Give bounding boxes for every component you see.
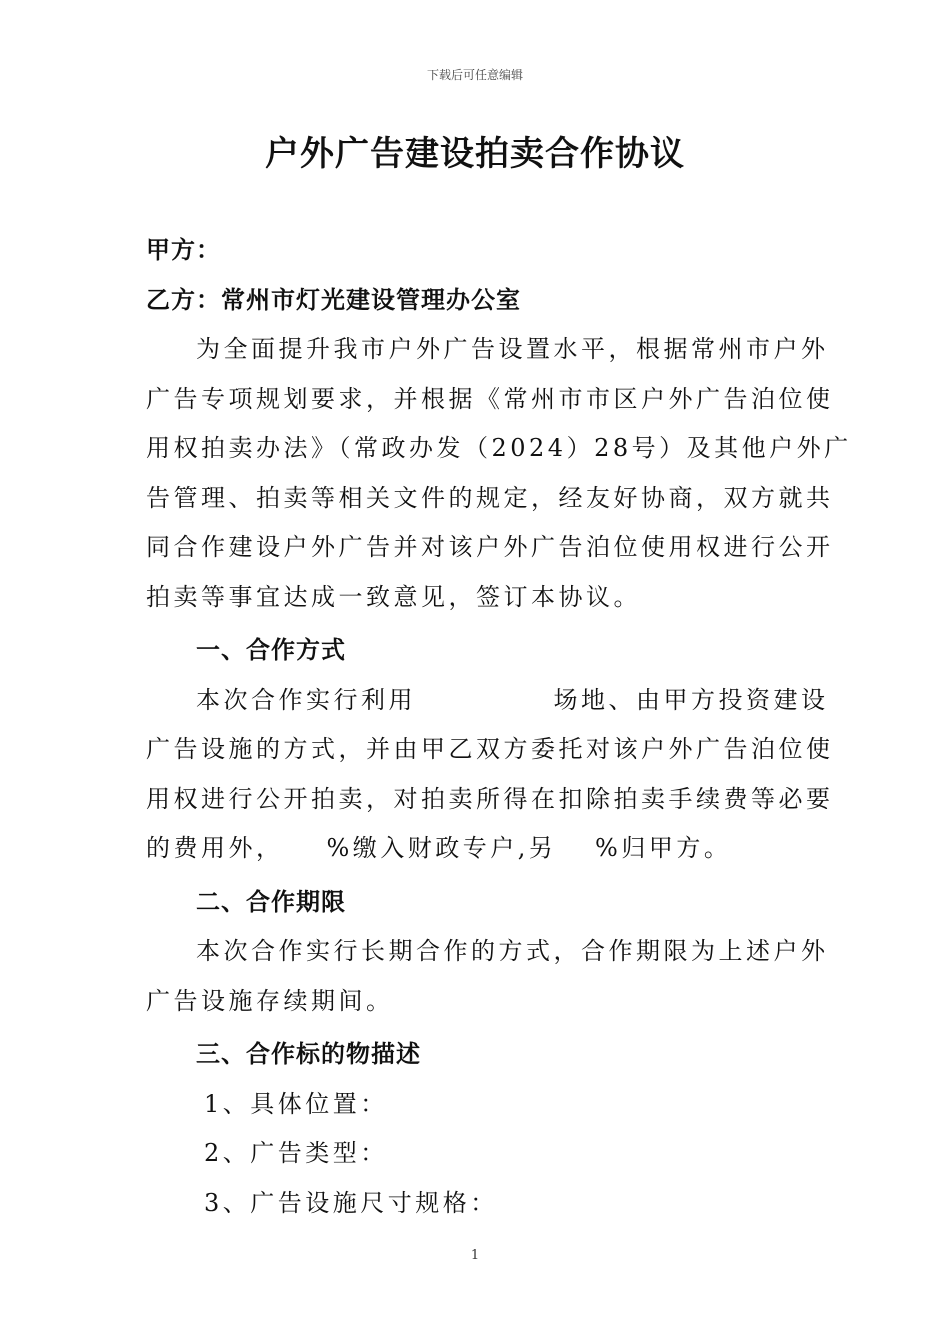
section1-line: 用权进行公开拍卖，对拍卖所得在扣除拍卖手续费等必要 (146, 784, 834, 813)
section3-item: 2、广告类型： (204, 1139, 388, 1167)
document-body (146, 226, 852, 1228)
party-a-label: 甲方： (146, 236, 221, 264)
intro-line: 为全面提升我市户外广告设置水平，根据常州市户外 (196, 335, 829, 363)
section-heading-cooperation-method: 一、合作方式 (196, 636, 346, 664)
intro-line: 告管理、拍卖等相关文件的规定，经友好协商，双方就共 (146, 483, 834, 512)
section-heading-cooperation-period: 二、合作期限 (196, 887, 346, 916)
intro-line: 用权拍卖办法》（常政办发（2024）28号）及其他户外广 (146, 434, 852, 462)
party-b-label: 乙方：常州市灯光建设管理办公室 (146, 285, 521, 314)
intro-line: 广告专项规划要求，并根据《常州市市区户外广告泊位使 (146, 384, 834, 413)
intro-line: 拍卖等事宜达成一致意见，签订本协议。 (146, 582, 641, 611)
document-title: 户外广告建设拍卖合作协议 (265, 134, 685, 174)
header-note: 下载后可任意编辑 (426, 68, 523, 82)
section2-line: 本次合作实行长期合作的方式，合作期限为上述户外 (196, 937, 829, 965)
intro-line: 同合作建设户外广告并对该户外广告泊位使用权进行公开 (146, 533, 834, 561)
page-number: 1 (470, 1248, 480, 1263)
section-heading-subject-description: 三、合作标的物描述 (196, 1040, 421, 1068)
section1-line: 广告设施的方式，并由甲乙双方委托对该户外广告泊位使 (146, 735, 834, 763)
section3-item: 1、具体位置： (204, 1089, 388, 1118)
section2-line: 广告设施存续期间。 (146, 986, 394, 1015)
section3-item: 3、广告设施尺寸规格： (204, 1188, 498, 1217)
section1-line: 的费用外， %缴入财政专户,另 %归甲方。 (146, 834, 732, 862)
section1-line: 本次合作实行利用 场地、由甲方投资建设 (196, 685, 829, 714)
